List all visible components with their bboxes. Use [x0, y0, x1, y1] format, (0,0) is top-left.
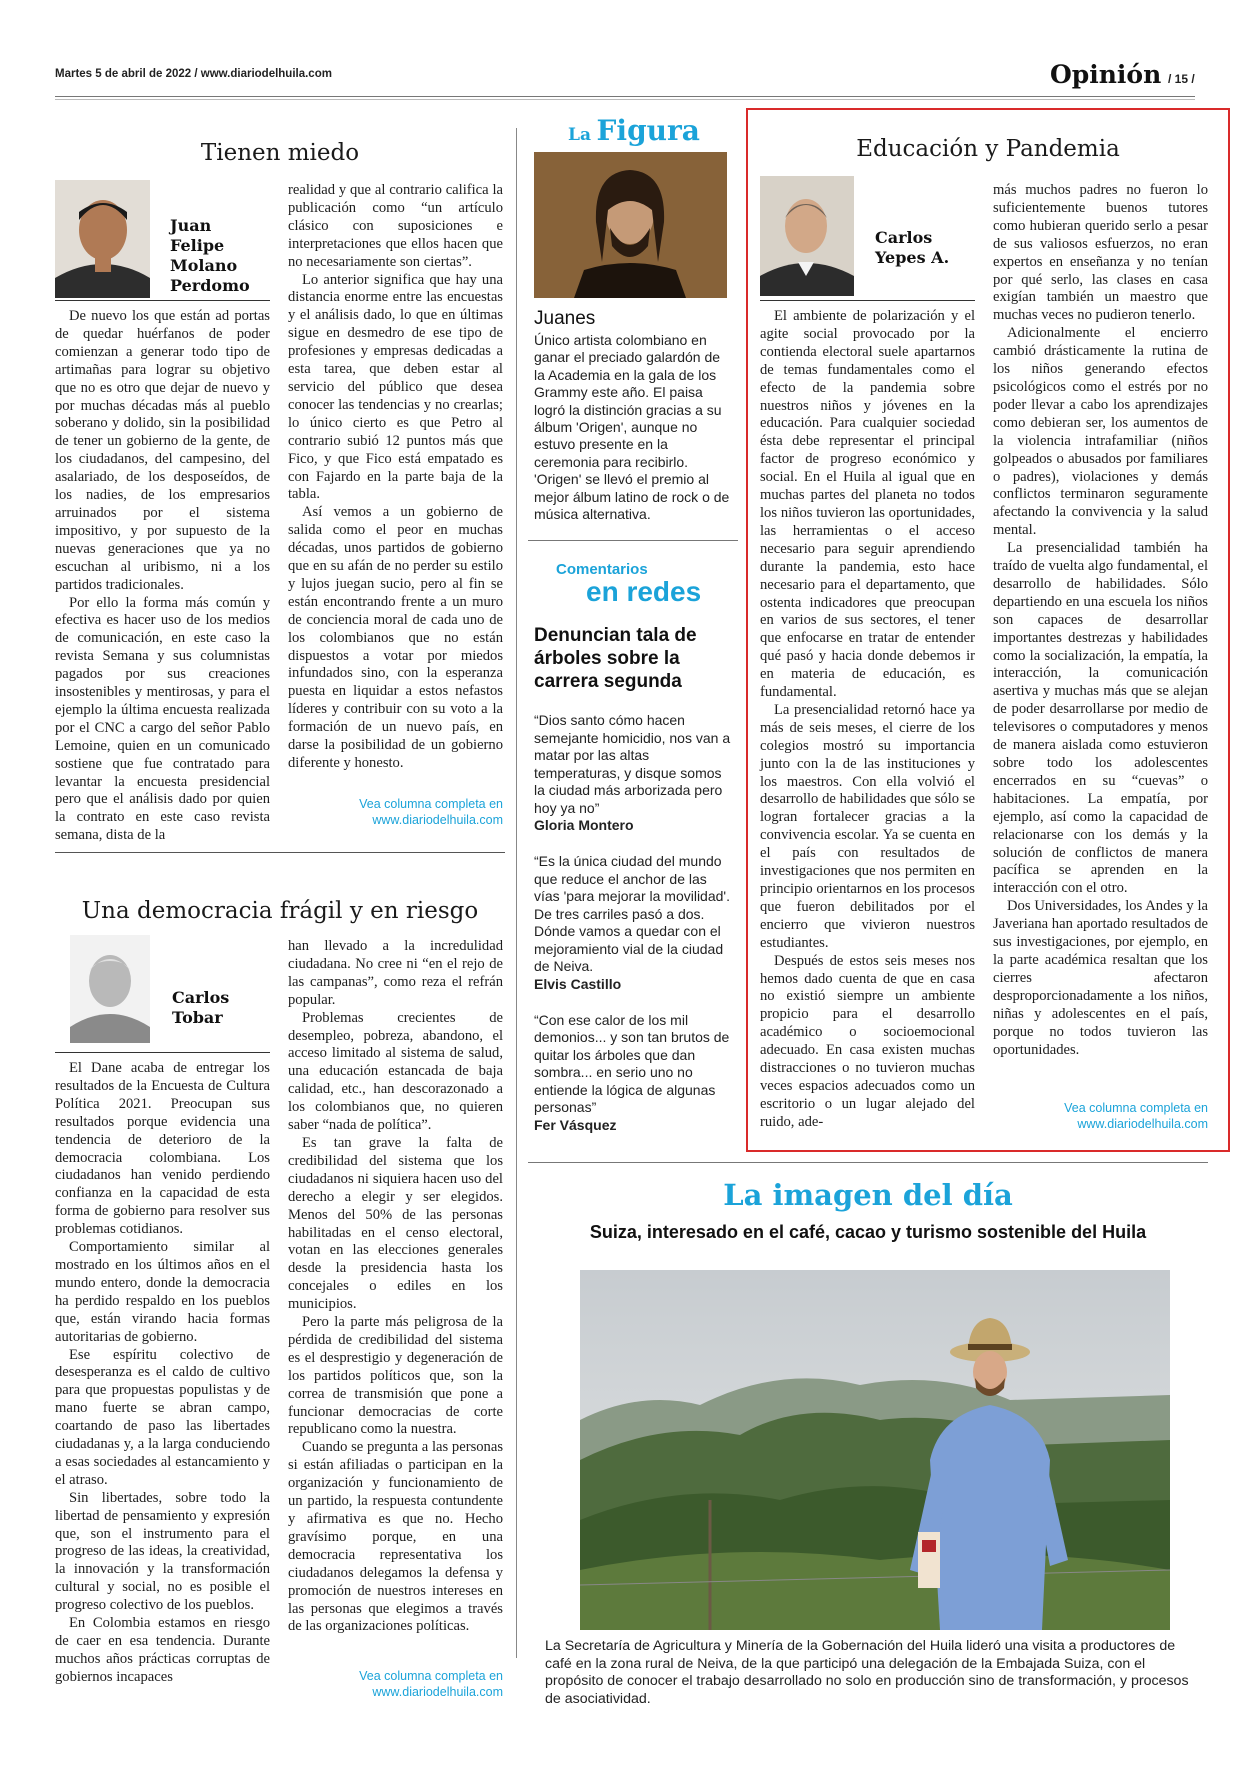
header-rule: [55, 96, 1195, 97]
portrait-icon: [534, 152, 727, 298]
read-more-link[interactable]: [993, 1100, 1208, 1132]
paragraph: El Dane acaba de entregar los resultados de la Encuesta de Cultura Política 2021. Preocupan sus resultados porque evidencia una tendencia de deterioro de la democracia colombiana. Los ciudadanos han venido perdiendo confianza en la capacidad de esta forma de gobierno para resolver sus problemas cotidianos.: [55, 1060, 270, 1238]
comment-text: “Es la única ciudad del mundo que reduce el anchor de las vías 'para mejorar la movilidad'. De tres carriles pasó a dos. Dónde vamos a quedar con el mejoramiento vial de la ciudad de Neiva.: [534, 853, 730, 974]
paragraph: Es tan grave la falta de credibilidad del sistema que los ciudadanos ni siquiera hacen uso del derecho a elegir y ser elegidos. Menos del 50% de las personas habilitadas en el censo electoral, votan en las elecciones generales desde la presidencia hasta los concejales o ediles en los municipios.: [288, 1134, 503, 1313]
comment-list: [534, 712, 734, 1133]
author-name: Carlos Tobar: [172, 988, 230, 1027]
comment-text: “Con ese calor de los mil demonios... y son tan brutos de quitar los árboles que dan sombra... en serio uno no entiende la lógica de algunas personas”: [534, 1011, 730, 1115]
header-rule-2: [55, 99, 1195, 100]
redes-heading: [556, 560, 702, 607]
paragraph: Pero la parte más peligrosa de la pérdida de credibilidad del sistema es el desprestigio y degeneración de los partidos políticos que, son la correa de transmisión que pone a funcionar democracias de corte republicano como la nuestra.: [288, 1314, 503, 1438]
comment-text: “Dios santo cómo hacen semejante homicidio, nos van a matar por las altas temperaturas, y disque somos la ciudad más arborizada pero hoy ya no”: [534, 712, 731, 816]
paragraph: La presencialidad también ha traído de vuelta algo fundamental, el desarrollo de habilidades. Sólo departiendo en una escuela los niños son capaces de desarrollar importantes destrezas y habilidades como la socialización, la empatía, la interacción, la comunicación asertiva y muchas más que se alejan de poder desarrollarse por medio de televisores o computadores y menos de manera aislada como estuvieron sobre todo los adolescentes encerrados en su “cuevas” o habitaciones. La empatía, por ejemplo, así como la capacidad de relacionarse con los demás y la solución de conflictos de manera pacífica se aprenden en la interacción con el otro.: [993, 540, 1208, 897]
paragraph: Dos Universidades, los Andes y la Javeriana han aportado resultados de sus investigaciones, por ejemplo, en la parte académica resaltan que los cierres afectaron desproporcionadamente a los niños, niñas y adolescentes en el país, porque no todos tuvieron las oportunidades.: [993, 898, 1208, 1058]
figura-name: Juanes: [534, 308, 596, 329]
article3-column-1: [760, 308, 975, 1132]
paragraph: De nuevo los que están ad portas de quedar huérfanos de poder comienzan a generar todo tipo de artimañas para lograr su objetivo que no es otro que dejar de nuevo y por muchas décadas más al pueblo soberano y dolido, sin la posibilidad de tener un gobierno de la gente, de los ciudadanos, del campesino, del asalariado, de los desposeídos, de los nadies, de los empresarios arruinados por el sistema impositivo, y por supuesto de la nuevas generaciones que ya no escuchan al uribismo, ni a los partidos tradicionales.: [55, 308, 270, 593]
author-photo-molano: [55, 180, 150, 298]
article-title: Una democracia frágil y en riesgo: [81, 898, 479, 924]
author-name: Carlos Yepes A.: [875, 228, 950, 267]
redes-title: Denuncian tala de árboles sobre la carrera segunda: [534, 625, 697, 692]
portrait-icon: [760, 176, 854, 296]
header-date-line: [55, 68, 332, 80]
site-url[interactable]: www.diariodelhuila.com: [200, 68, 332, 80]
column-divider-figura: [516, 128, 517, 1128]
portrait-icon: [70, 935, 150, 1043]
figura-text: Único artista colombiano en ganar el preciado galardón de la Academia en la gala de los Grammy este año. El paisa logró la distinción gracias a su álbum 'Origen', aunque no estuvo presente en la ceremonia para recibirlo. 'Origen' se llevó el premio al mejor álbum latino de rock o de música alternativa.: [534, 332, 730, 523]
portrait-icon: [55, 180, 150, 298]
read-more-label: Vea columna completa en: [359, 1669, 503, 1683]
read-more-link[interactable]: [288, 796, 503, 828]
paragraph: más muchos padres no fueron lo suficientemente buenos tutores como hubieran querido serlo a pesar de sus valiosos esfuerzos, no eran expertos en enseñanza y no tenían por qué serlo, las clases en casa exigían también un maestro que muchas veces no pudieron tenerlo.: [993, 182, 1208, 324]
paragraph: En Colombia estamos en riesgo de caer en esa tendencia. Durante muchos años prácticas corruptas de gobiernos incapaces: [55, 1615, 270, 1685]
paragraph: Problemas crecientes de desempleo, pobreza, abandono, el acceso limitado al sistema de salud, una educación estancada de baja calidad, etc., han descorazonado a los colombianos que, no quieren saber “nada de política”.: [288, 1009, 503, 1134]
paragraph: Así vemos a un gobierno de salida como el peor en muchas décadas, unos partidos de gobierno que en su afán de no perder su estilo y lujos juegan sucio, pero al fin se están encontrando frente a un muro de conciencia moral de cada uno de los colombianos que no están dispuestos a votar por miedos infundados sino, con la esperanza puesta en liquidar a estos nefastos líderes y contribuir con su voto a la formación de un nuevo país, en darse la posibilidad de un gobierno diferente y honesto.: [288, 504, 503, 771]
article2-column-1: [55, 1060, 270, 1687]
redes-label-big: en redes: [586, 576, 702, 607]
author-name: Juan Felipe Molano Perdomo: [170, 216, 250, 295]
paragraph: Sin libertades, sobre todo la libertad de pensamiento y expresión que, son el instrumento para el progreso de las ideas, la creatividad, la innovación y la transformación cultural y social, no es posible el progreso colectivo de los pueblos.: [55, 1489, 270, 1614]
author-photo-yepes: [760, 176, 854, 296]
read-more-url[interactable]: www.diariodelhuila.com: [1077, 1117, 1208, 1131]
figura-heading: [568, 114, 700, 147]
read-more-label: Vea columna completa en: [1064, 1101, 1208, 1115]
figura-label-big: Figura: [596, 114, 700, 147]
imagen-caption: La Secretaría de Agricultura y Minería de la Gobernación del Huila lideró una visita a productores de café en la zona rural de Neiva, de la que participó una delegación de la Embajada Suiza, con el propósito de conocer el trabajo desarrollado no solo en producción sino de transformación, y procesos de asociatividad.: [545, 1638, 1189, 1707]
landscape-photo-icon: [580, 1270, 1170, 1630]
author-photo-tobar: [70, 935, 150, 1043]
redes-label-small: Comentarios: [556, 561, 648, 578]
imagen-title: La imagen del día: [723, 1178, 1013, 1212]
author-rule: [55, 300, 270, 301]
issue-date: Martes 5 de abril de 2022: [55, 68, 192, 80]
paragraph: Lo anterior significa que hay una distancia enorme entre las encuestas y el análisis dado, lo que en últimas sigue en desmedro de ese tipo de profesiones y empresas dedicadas a esta tarea, que deben estar al servicio del público que desea conocer las tendencias y no crearlas; lo único cierto es que Petro al contrario subió 12 puntos más que Fico, y que Fico está empatado es con Fajardo en la parte baja de la tabla.: [288, 271, 503, 503]
comment-author: Gloria Montero: [534, 817, 634, 833]
figura-photo: [534, 152, 727, 298]
page-number: / 15 /: [1168, 72, 1195, 86]
header-separator: /: [191, 68, 201, 80]
article3-column-2: [993, 182, 1208, 1059]
comment-author: Elvis Castillo: [534, 975, 622, 992]
paragraph: Cuando se pregunta a las personas si están afiliadas o participan en la organización y funcionamiento de un partido, la respuesta contundente y afirmativa es que no. Hecho gravísimo porque, en una democracia representativa los ciudadanos delegamos la defensa y promoción de nuestros intereses en las personas que elegimos a través de las organizaciones políticas.: [288, 1439, 503, 1635]
article-title: Tienen miedo: [200, 140, 360, 166]
paragraph: Adicionalmente el encierro cambió drásticamente la rutina de los niños generando efectos psicológicos como el estrés por no poder llevar a cabo los aprendizajes como debieran ser, los aumentos de la violencia intrafamiliar (niños golpeados o abusados por familiares o padres), violaciones y demás conflictos terminaron seguramente afectando la convivencia y la salud mental.: [993, 325, 1208, 539]
paragraph: Por ello la forma más común y efectiva es hacer uso de los medios de comunicación, en este caso la revista Semana y sus columnistas pagados por sus creaciones insostenibles y mentirosas, y para el ejemplo la última encuesta realizada por el CNC a cargo del señor Pablo Lemoine, quien en un comunicado sostiene que fue contratado para levantar la encuesta presidencial pero que el análisis dado por quien la contrato en este caso revista semana, dista de la: [55, 594, 270, 844]
read-more-link[interactable]: [288, 1668, 503, 1700]
comment-item: [534, 712, 734, 833]
article-title: Educación y Pandemia: [856, 136, 1120, 162]
article2-column-2: [288, 938, 503, 1636]
paragraph: El ambiente de polarización y el agite social provocado por la contienda electoral suele apartarnos de temas fundamentales como el efecto de la pandemia sobre nuestros niños y jóvenes en la educación. Para cualquier sociedad ésta debe representar el principal factor de progreso económico y social. En el Huila al igual que en muchas partes del planeta no todos los niños tuvieron las oportunidades, las herramientas o el acceso necesario para seguir aprendiendo durante la pandemia, esto hace necesario para el departamento, que ostenta indicadores que preocupan en varios de sus sectores, el tener que enfocarse en tratar de entender qué pasó y hacia donde debemos ir en materia de educación, es fundamental.: [760, 308, 975, 701]
paragraph: han llevado a la incredulidad ciudadana. No cree ni “en el rejo de las campanas”, como reza el refrán popular.: [288, 938, 503, 1008]
figura-label-small: La: [568, 125, 591, 145]
read-more-label: Vea columna completa en: [359, 797, 503, 811]
figura-separator: [528, 540, 738, 541]
imagen-separator: [528, 1162, 1208, 1163]
imagen-photo: [580, 1270, 1170, 1630]
section-title: Opinión: [1050, 60, 1162, 89]
paragraph: Ese espíritu colectivo de desesperanza es el caldo de cultivo para que propuestas populistas y de mano fuerte se abran campo, coartando de paso las libertades ciudadanas y, a la larga conduciendo a esas sociedades al estancamiento y el atraso.: [55, 1346, 270, 1488]
read-more-url[interactable]: www.diariodelhuila.com: [372, 813, 503, 827]
comment-author: Fer Vásquez: [534, 1116, 617, 1133]
article-separator: [55, 852, 505, 853]
article1-column-2: [288, 182, 503, 773]
author-rule: [760, 300, 975, 301]
paragraph: realidad y que al contrario califica la publicación como “un artículo clásico con suposiciones e interpretaciones que ellos hacen que no necesariamente son ciertas”.: [288, 182, 503, 270]
imagen-subtitle: Suiza, interesado en el café, cacao y turismo sostenible del Huila: [589, 1222, 1147, 1242]
paragraph: Comportamiento similar al mostrado en los últimos años en el mundo entero, donde la democracia ha perdido respaldo en los pueblos que, están virando hacia formas autoritarias de gobierno.: [55, 1239, 270, 1345]
paragraph: Después de estos seis meses nos hemos dado cuenta de que en casa no existió siempre un ambiente propicio para el desarrollo académico o socioemocional adecuado. En casa existen muchas distracciones o no tuvieron muchas veces espacios adecuados como un escritorio o un lugar alejado del ruido, ade-: [760, 952, 975, 1130]
comment-item: [534, 853, 734, 992]
comment-item: [534, 1012, 734, 1133]
paragraph: La presencialidad retornó hace ya más de seis meses, el cierre de los colegios mostró su importancia junto con la de las instituciones y los maestros. Con ella volvió el desarrollo de habilidades que sólo se logran fortalecer gracias a la convivencia escolar. Ya se cuenta en el país con resultados de investigaciones que nos permiten en principio orientarnos en los procesos que fueron debilitados por el encierro que vivieron nuestros estudiantes.: [760, 701, 975, 951]
read-more-url[interactable]: www.diariodelhuila.com: [372, 1685, 503, 1699]
article1-column-1: [55, 308, 270, 845]
author-rule: [55, 1052, 270, 1053]
